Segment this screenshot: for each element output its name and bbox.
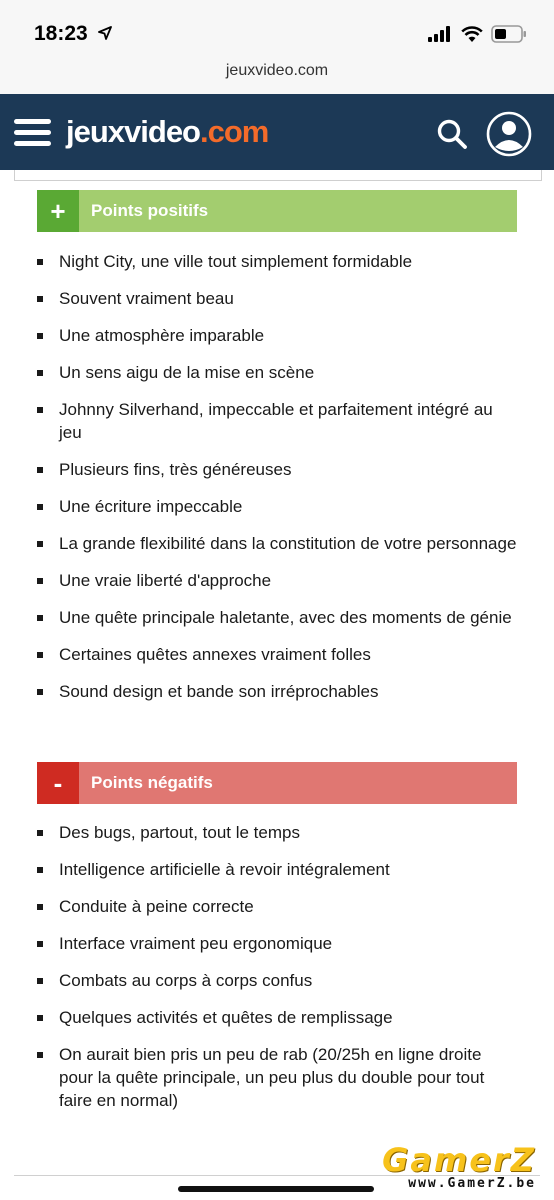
- negative-points-header: [37, 762, 517, 804]
- menu-icon[interactable]: [14, 119, 51, 147]
- list-item: Souvent vraiment beau: [37, 287, 517, 310]
- site-logo[interactable]: [66, 114, 268, 150]
- plus-icon: +: [37, 190, 79, 232]
- location-arrow-icon: [98, 26, 112, 40]
- logo-main: jeuxvideo: [66, 114, 200, 149]
- positive-points-title: Points positifs: [79, 190, 517, 232]
- status-bar: [0, 0, 554, 58]
- list-item: La grande flexibilité dans la constitution de votre personnage: [37, 532, 517, 555]
- list-item: Des bugs, partout, tout le temps: [37, 821, 517, 844]
- list-item: Une quête principale haletante, avec des moments de génie: [37, 606, 517, 629]
- content-card-border: [14, 170, 542, 181]
- list-item: Intelligence artificielle à revoir intégralement: [37, 858, 517, 881]
- browser-url-bar[interactable]: [0, 58, 554, 94]
- list-item: Night City, une ville tout simplement formidable: [37, 250, 517, 273]
- negative-points-list: [37, 821, 517, 1126]
- account-icon[interactable]: [486, 111, 532, 157]
- list-item: Combats au corps à corps confus: [37, 969, 517, 992]
- search-icon[interactable]: [436, 118, 468, 150]
- url-text: jeuxvideo.com: [225, 62, 329, 79]
- battery-icon: [491, 24, 527, 44]
- positive-points-header: [37, 190, 517, 232]
- list-item: Un sens aigu de la mise en scène: [37, 361, 517, 384]
- watermark-url: www.GamerZ.be: [408, 1176, 536, 1191]
- home-indicator[interactable]: [178, 1186, 374, 1192]
- list-item: Johnny Silverhand, impeccable et parfaitement intégré au jeu: [37, 398, 517, 444]
- list-item: Certaines quêtes annexes vraiment folles: [37, 643, 517, 666]
- list-item: Une vraie liberté d'approche: [37, 569, 517, 592]
- list-item: Conduite à peine correcte: [37, 895, 517, 918]
- status-time: 18:23: [34, 22, 88, 45]
- list-item: Interface vraiment peu ergonomique: [37, 932, 517, 955]
- list-item: Plusieurs fins, très généreuses: [37, 458, 517, 481]
- list-item: Quelques activités et quêtes de remplissage: [37, 1006, 517, 1029]
- list-item: On aurait bien pris un peu de rab (20/25h en ligne droite pour la quête principale, un peu plus du double pour tout faire en normal): [37, 1043, 517, 1112]
- positive-points-list: [37, 250, 517, 717]
- gamerz-watermark: [382, 1142, 536, 1191]
- site-header: [0, 94, 554, 170]
- list-item: Une atmosphère imparable: [37, 324, 517, 347]
- cellular-signal-icon: [428, 26, 452, 42]
- minus-icon: -: [37, 762, 79, 804]
- logo-suffix: .com: [200, 114, 269, 149]
- wifi-icon: [461, 25, 483, 43]
- list-item: Sound design et bande son irréprochables: [37, 680, 517, 703]
- list-item: Une écriture impeccable: [37, 495, 517, 518]
- watermark-logo: GamerZ: [382, 1141, 536, 1179]
- negative-points-title: Points négatifs: [79, 762, 517, 804]
